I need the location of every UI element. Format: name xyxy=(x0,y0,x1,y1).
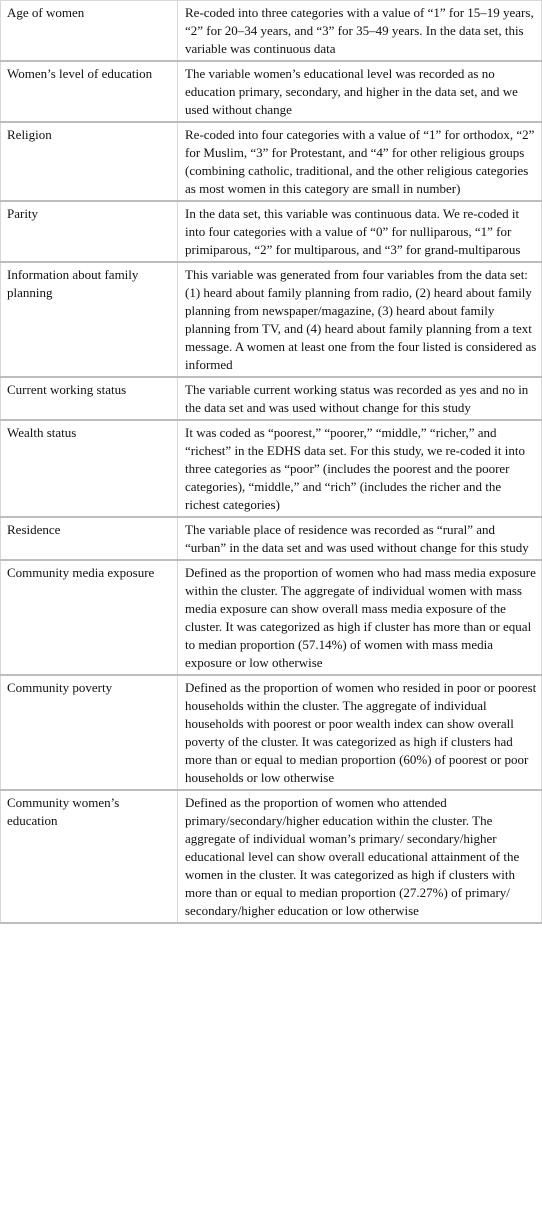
variable-name-cell: Parity xyxy=(1,201,178,262)
table-row xyxy=(1,675,542,790)
variable-definition-cell: The variable current working status was recorded as yes and no in the data set and was used without change for this study xyxy=(178,377,542,420)
table-row xyxy=(1,420,542,517)
table-row xyxy=(1,122,542,201)
table-row xyxy=(1,1,542,62)
table-row xyxy=(1,517,542,560)
variable-name-cell: Residence xyxy=(1,517,178,560)
variable-definition-cell: Re-coded into three categories with a value of “1” for 15–19 years, “2” for 20–34 years, and “3” for 35–49 years. In the data set, this variable was continuous data xyxy=(178,1,542,62)
table-row xyxy=(1,201,542,262)
table-row xyxy=(1,262,542,377)
variable-name-cell: Community women’s education xyxy=(1,790,178,923)
variable-definition-cell: Defined as the proportion of women who had mass media exposure within the cluster. The aggregate of individual women with mass media exposure can show overall mass media exposure of the cluster. It was categorized as high if cluster has more than or equal to median proportion (57.14%) of women with mass media exposure or low otherwise xyxy=(178,560,542,675)
variable-definition-cell: Defined as the proportion of women who resided in poor or poorest households within the cluster. The aggregate of individual households with poorest or poor wealth index can show overall poverty of the cluster. It was categorized as high if clusters had more than or equal to median proportion (60%) of poorest or poor households or low otherwise xyxy=(178,675,542,790)
table-row xyxy=(1,790,542,923)
variable-definition-cell: In the data set, this variable was continuous data. We re-coded it into four categories with a value of “0” for nulliparous, “1” for primiparous, “2” for multiparous, and “3” for grand-multiparous xyxy=(178,201,542,262)
variable-name-cell: Wealth status xyxy=(1,420,178,517)
variable-definition-cell: The variable women’s educational level was recorded as no education primary, secondary, and higher in the data set, and we used without change xyxy=(178,61,542,122)
variable-definition-cell: Re-coded into four categories with a value of “1” for orthodox, “2” for Muslim, “3” for Protestant, and “4” for other religious groups (combining catholic, traditional, and the other religious categories as most women in this category are small in number) xyxy=(178,122,542,201)
variable-definition-cell: This variable was generated from four variables from the data set: (1) heard about family planning from radio, (2) heard about family planning from newspaper/magazine, (3) heard about family planning from TV, and (4) heard about family planning from a text message. A women at least one from the four listed is considered as informed xyxy=(178,262,542,377)
variable-definition-cell: Defined as the proportion of women who attended primary/secondary/higher education within the cluster. The aggregate of individual woman’s primary/ secondary/higher educational level can show overall educational attainment of the women in the cluster. It was categorized as high if clusters with more than or equal to median proportion (27.27%) of primary/ secondary/higher education or low otherwise xyxy=(178,790,542,923)
table-row xyxy=(1,377,542,420)
table-row xyxy=(1,61,542,122)
variable-name-cell: Women’s level of education xyxy=(1,61,178,122)
table-row xyxy=(1,560,542,675)
variable-name-cell: Community media exposure xyxy=(1,560,178,675)
variable-definition-cell: It was coded as “poorest,” “poorer,” “middle,” “richer,” and “richest” in the EDHS data set. For this study, we re-coded it into three categories as “poor” (includes the poorest and the poorer categories), “middle,” and “rich” (includes the richer and the richest categories) xyxy=(178,420,542,517)
variable-name-cell: Current working status xyxy=(1,377,178,420)
variable-name-cell: Information about family planning xyxy=(1,262,178,377)
table-body xyxy=(1,1,542,924)
variable-name-cell: Community poverty xyxy=(1,675,178,790)
variable-definition-cell: The variable place of residence was recorded as “rural” and “urban” in the data set and was used without change for this study xyxy=(178,517,542,560)
variable-name-cell: Age of women xyxy=(1,1,178,62)
variable-name-cell: Religion xyxy=(1,122,178,201)
